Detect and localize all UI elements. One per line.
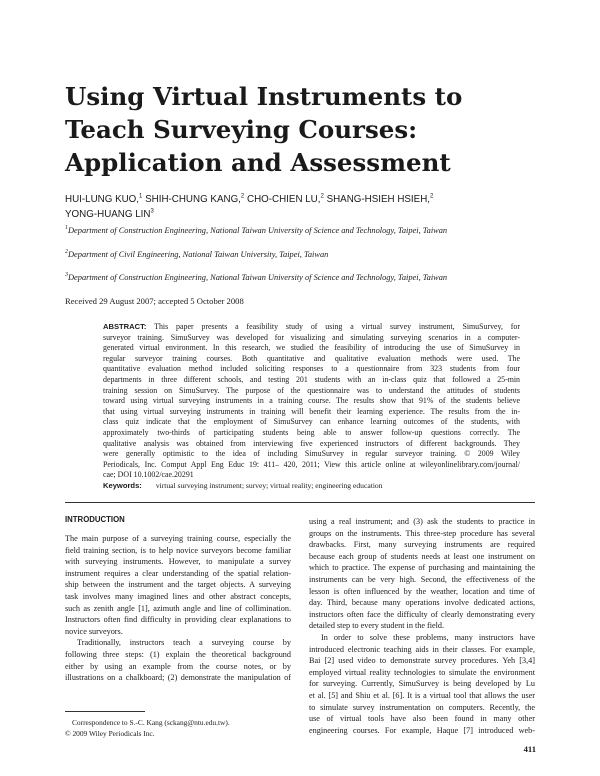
body-text-line: In order to solve these problems, many instructors have bbox=[321, 632, 535, 642]
author-affiliation-mark: 2 bbox=[320, 193, 324, 200]
body-text-line: novice surveyors. bbox=[65, 626, 123, 636]
body-text-line: drawbacks. First, many surveying instruments are required bbox=[309, 540, 535, 550]
keywords-label: Keywords: bbox=[103, 481, 142, 490]
copyright-note: © 2009 Wiley Periodicals Inc. bbox=[65, 729, 155, 738]
body-text-line: engineering courses. For example, Haque [7] introduced web- bbox=[309, 725, 535, 735]
abstract bbox=[103, 322, 520, 481]
abstract-line: Periodicals, Inc. Comput Appl Eng Educ 19: 411– 420, 2011; View this article online at wileyonlinelibrary.com/journal/ bbox=[103, 459, 520, 469]
abstract-line: training session on SimuSurvey. The purpose of the questionnaire was to understand the attitudes of students bbox=[103, 385, 520, 395]
affiliation bbox=[65, 273, 565, 282]
author-affiliation-mark: 2 bbox=[430, 193, 434, 200]
title-line: Teach Surveying Courses: bbox=[65, 115, 418, 144]
abstract-line: surveyor training. SimuSurvey was developed for visualizing and simulating surveying scenarios in a computer- bbox=[103, 332, 520, 342]
body-text-line: ship between the instrument and the target objects. A surveying bbox=[65, 580, 291, 590]
body-text-line: Bai [2] used video to demonstrate survey procedures. Yeh [3,4] bbox=[309, 656, 535, 666]
section-heading: INTRODUCTION bbox=[65, 515, 125, 524]
body-text-line: such as zenith angle [1], azimuth angle and line of collimination. bbox=[65, 603, 291, 613]
author-affiliation-mark: 3 bbox=[150, 208, 154, 215]
body-text-line: Instructors often find difficulty in providing clear explanations to bbox=[65, 615, 291, 625]
affiliation bbox=[65, 226, 565, 235]
page-number: 411 bbox=[523, 744, 536, 754]
abstract-line: approximately two-thirds of participating students being able to answer follow-up questions correctly. The bbox=[103, 427, 520, 437]
body-text-line: instruments can be very high. Second, the effectiveness of the bbox=[309, 574, 535, 584]
body-text-line: illustrations on a chalkboard; (2) demonstrate the manipulation of bbox=[65, 673, 291, 683]
body-text-line: Traditionally, instructors teach a surveying course by bbox=[77, 638, 291, 648]
abstract-line: quantitative evaluation method included soliciting responses to a questionnaire from 323 students from four bbox=[103, 364, 520, 374]
body-text-line: with surveying instruments. However, to manipulate a survey bbox=[65, 557, 291, 567]
affiliation-mark: 3 bbox=[65, 272, 68, 279]
abstract-label: ABSTRACT: bbox=[103, 322, 147, 331]
body-text-line: use of virtual tools have also been found in many other bbox=[309, 714, 535, 724]
footnote-rule bbox=[65, 711, 145, 712]
body-text-line: employed virtual reality technologies to simulate the environment bbox=[309, 667, 535, 677]
abstract-line: ABSTRACT: This paper presents a feasibility study of using a virtual survey instrument, SimuSurvey, for bbox=[103, 322, 520, 331]
body-text-line: to simulate survey instrumentation on computers. Recently, the bbox=[309, 702, 535, 712]
correspondence-note: Correspondence to S.-C. Kang (sckang@ntu.edu.tw). bbox=[72, 718, 230, 727]
affiliation-mark: 2 bbox=[65, 249, 68, 256]
body-text-line: groups on the instruments. This three-step procedure has several bbox=[309, 528, 535, 538]
body-column-right bbox=[309, 516, 535, 736]
author-line bbox=[65, 207, 565, 222]
keywords-text: virtual surveying instrument; survey; virtual reality; engineering education bbox=[155, 481, 383, 490]
author-name: CHO-CHIEN LU, bbox=[247, 194, 321, 205]
body-text-line: following three steps: (1) explain the theoretical background bbox=[65, 649, 291, 659]
body-text-line: for surveying. Currently, SimuSurvey is being developed by Lu bbox=[309, 679, 535, 689]
affiliation-text: Department of Civil Engineering, National Taiwan University, Taipei, Taiwan bbox=[68, 250, 329, 259]
keywords bbox=[103, 481, 523, 490]
abstract-line: regular surveyor training courses. Both quantitative and qualitative evaluation methods were used. The bbox=[103, 353, 520, 363]
body-column-left bbox=[65, 533, 291, 684]
abstract-line: cae; DOI 10.1002/cae.20291 bbox=[103, 470, 194, 480]
section-divider bbox=[65, 502, 535, 503]
abstract-line: that using virtual surveying instruments in training will benefit their learning experience. The results from the in- bbox=[103, 406, 520, 416]
body-text-line: using a real instrument; and (3) ask the students to practice in bbox=[309, 517, 535, 526]
body-text-line: task involves many imagined lines and other abstract concepts, bbox=[65, 591, 291, 601]
title-line: Application and Assessment bbox=[65, 148, 451, 177]
body-text-line: day. Third, because many operations involve dedicated actions, bbox=[309, 598, 535, 608]
abstract-line: departments in three different schools, and testing 201 students with an in-class quiz that followed a 25-min bbox=[103, 374, 520, 384]
abstract-line: were generally optimistic to the idea of including SimuSurvey in regular surveyor training. © 2009 Wiley bbox=[103, 449, 520, 459]
author-list bbox=[65, 192, 565, 222]
paper-title bbox=[65, 80, 535, 179]
body-text-line: field training section, is to help novice surveyors become familiar bbox=[65, 545, 291, 555]
abstract-line: class quiz indicate that the employment of SimuSurvey can enhance learning outcomes of the students, with bbox=[103, 417, 520, 427]
body-text-line: instrument requires a clear understanding of the spatial relation- bbox=[65, 568, 291, 578]
received-dates: Received 29 August 2007; accepted 5 October 2008 bbox=[65, 296, 244, 306]
body-text-line: which to practice. The expense of purchasing and maintaining the bbox=[309, 563, 535, 573]
affiliation-text: Department of Construction Engineering, National Taiwan University of Science and Technology, Taipei, Taiwan bbox=[68, 226, 448, 235]
body-text-line: either by using an example from the course notes, or by bbox=[65, 661, 291, 671]
body-text-line: The main purpose of a surveying training course, especially the bbox=[65, 534, 291, 543]
author-affiliation-mark: 1 bbox=[139, 193, 143, 200]
title-line: Using Virtual Instruments to bbox=[65, 82, 463, 111]
footnote bbox=[65, 717, 230, 739]
author-name: HUI-LUNG KUO, bbox=[65, 194, 140, 205]
author-name: SHANG-HSIEH HSIEH, bbox=[326, 194, 430, 205]
abstract-line: toward using virtual surveying instruments in a training course. The results show that 91% of the students believe bbox=[103, 396, 520, 406]
affiliation-text: Department of Construction Engineering, National Taiwan University of Science and Technology, Taipei, Taiwan bbox=[68, 273, 448, 282]
body-text-line: et al. [5] and Shiu et al. [6]. It is a virtual tool that allows the user bbox=[309, 690, 535, 700]
body-text-line: instructors often face the difficulty of clearly demonstrating every bbox=[309, 609, 535, 619]
body-text-line: detailed step to every student in the field. bbox=[309, 621, 445, 631]
affiliation bbox=[65, 250, 565, 259]
body-text-line: because each group of students needs at least one instrument on bbox=[309, 551, 535, 561]
abstract-line: qualitative analysis was obtained from interviewing five experienced instructors of different backgrounds. They bbox=[103, 438, 520, 448]
body-text-line: introduced electronic teaching aids in their classes. For example, bbox=[309, 644, 535, 654]
author-name: YONG-HUANG LIN bbox=[65, 209, 151, 220]
abstract-line: generated virtual environment. In this research, we studied the feasibility of introducing the use of SimuSurvey in bbox=[103, 343, 520, 353]
author-line bbox=[65, 192, 565, 207]
affiliation-mark: 1 bbox=[65, 225, 68, 232]
body-text-line: lesson is often influenced by the weather, location and time of bbox=[309, 586, 535, 596]
author-name: SHIH-CHUNG KANG, bbox=[145, 194, 241, 205]
author-affiliation-mark: 2 bbox=[240, 193, 245, 200]
